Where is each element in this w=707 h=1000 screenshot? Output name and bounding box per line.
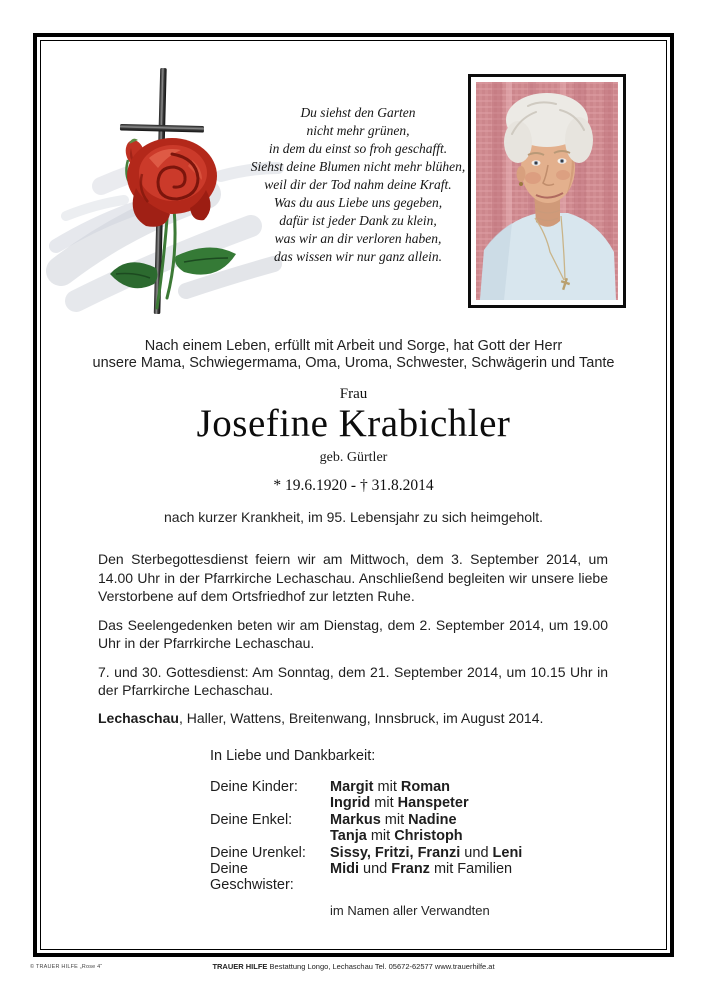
poem-line: in dem du einst so froh geschafft. [268, 141, 448, 156]
passing-line: nach kurzer Krankheit, im 95. Lebensjahr zu sich heimgeholt. [164, 509, 543, 525]
family-row [210, 861, 620, 894]
poem-line: das wissen wir nur ganz allein. [273, 249, 443, 264]
footer-print-reference: © TRAUER HILFE „Rose 4“ [30, 964, 103, 970]
footer-funeral-home: TRAUER HILFE Bestattung Longo, Lechaschau Tel. 05672-62577 www.trauerhilfe.at [212, 962, 495, 971]
salutation: Frau [339, 386, 368, 402]
family-closing: im Namen aller Verwandten [330, 902, 490, 918]
cheek [525, 172, 541, 184]
life-dates: * 19.6.1920 - † 31.8.2014 [273, 477, 434, 494]
announcement-paragraph: 7. und 30. Gottesdienst: Am Sonntag, dem 21. September 2014, um 10.15 Uhr in der Pfarrkirche Lechaschau. [98, 663, 608, 698]
poem-line: Was du aus Liebe uns gegeben, [273, 195, 443, 210]
intro-line-2: unsere Mama, Schwiegermama, Oma, Uroma, Schwester, Schwägerin und Tante [92, 354, 615, 371]
poem-line: dafür ist jeder Dank zu klein, [279, 213, 437, 228]
family-names: Markus mit Nadine [330, 811, 457, 828]
family-names: Midi und Franz mit Familien [330, 861, 513, 878]
portrait-illustration [476, 82, 618, 300]
portrait-photo [468, 74, 626, 308]
family-relation-label: Deine Urenkel: [210, 844, 306, 861]
family-rows [210, 779, 620, 894]
family-relation-label: Deine Enkel: [210, 811, 293, 828]
family-names: Sissy, Fritzi, Franzi und Leni [330, 844, 523, 861]
intro-text [33, 338, 674, 371]
deceased-name: Josefine Krabichler [196, 402, 511, 445]
family-relation-label [210, 828, 330, 844]
family-names: Ingrid mit Hanspeter [330, 795, 469, 812]
place-date-line: Lechaschau, Haller, Wattens, Breitenwang, Innsbruck, im August 2014. [98, 710, 544, 726]
poem-line: weil dir der Tod nahm deine Kraft. [264, 177, 452, 192]
family-row [210, 795, 620, 811]
announcement-paragraph: Den Sterbegottesdienst feiern wir am Mittwoch, dem 3. September 2014, um 14.00 Uhr in der Pfarrkirche Lechaschau. Anschließend begleiten wir unsere liebe Verstorbene auf dem Ortsfriedhof zur letzten Ruhe. [98, 551, 608, 604]
family-row [210, 828, 620, 844]
poem [232, 104, 484, 266]
cheek [556, 170, 570, 180]
announcements [98, 550, 608, 710]
family-intro: In Liebe und Dankbarkeit: [210, 748, 376, 764]
poem-line: Du siehst den Garten [300, 105, 416, 120]
family-names: Margit mit Roman [330, 779, 451, 795]
poem-line: was wir an dir verloren haben, [274, 231, 442, 246]
family-block [210, 748, 620, 918]
family-relation-label: Deine Kinder: [210, 779, 298, 795]
family-relation-label [210, 795, 330, 811]
poem-line: nicht mehr grünen, [306, 123, 410, 138]
maiden-name: geb. Gürtler [319, 450, 388, 465]
family-row [210, 845, 620, 861]
poem-line: Siehst deine Blumen nicht mehr blühen, [250, 159, 466, 174]
family-relation-label: Deine Geschwister: [210, 861, 294, 894]
family-row [210, 779, 620, 795]
rose-bloom [127, 138, 217, 227]
announcement-paragraph: Das Seelengedenken beten wir am Dienstag, dem 2. September 2014, um 19.00 Uhr in der Pfarrkirche Lechaschau. [98, 616, 608, 651]
ear [517, 166, 526, 182]
earring [519, 182, 523, 186]
family-row [210, 812, 620, 828]
family-names: Tanja mit Christoph [330, 828, 463, 845]
intro-line-1: Nach einem Leben, erfüllt mit Arbeit und Sorge, hat Gott der Herr [144, 338, 563, 354]
